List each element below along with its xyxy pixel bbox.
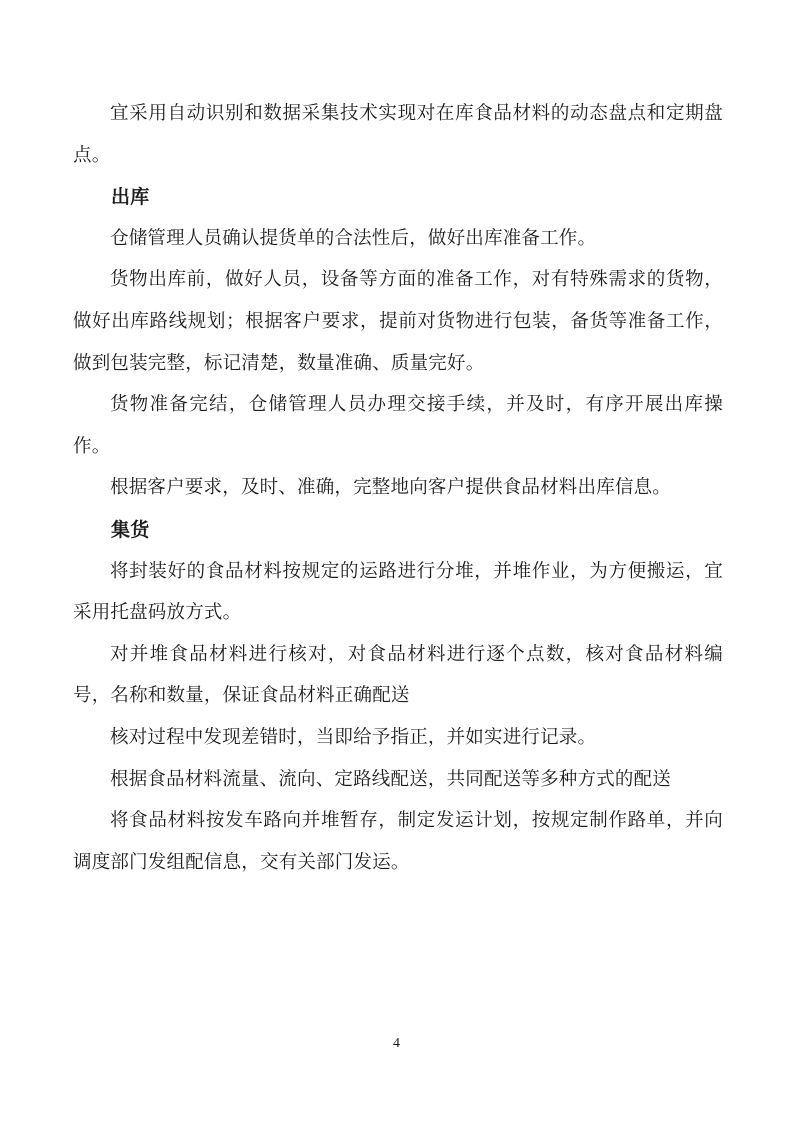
section-heading-consolidation: 集货: [111, 519, 150, 541]
paragraph-error-correction: 核对过程中发现差错时，当即给予指正，并如实进行记录。: [110, 727, 597, 748]
paragraph-outbound-prep: 货物出库前，做好人员，设备等方面的准备工作，对有特殊需求的货物，做好出库路线规划；根据客户要求，提前对货物进行包装，备货等准备工作，做到包装完整，标记清楚，数量准确、质量完好。: [73, 270, 723, 374]
paragraph-pickup-check: 仓储管理人员确认提货单的合法性后，做好出库准备工作。: [110, 228, 597, 249]
paragraph-delivery-modes: 根据食品材料流量、流向、定路线配送，共同配送等多种方式的配送: [110, 769, 672, 790]
document-body: [73, 94, 723, 884]
section-heading-outbound: 出库: [111, 187, 150, 209]
page-number: 4: [393, 1036, 400, 1051]
paragraph-inventory-counting: 宜采用自动识别和数据采集技术实现对在库食品材料的动态盘点和定期盘点。: [73, 104, 723, 166]
page-footer: [0, 1034, 793, 1054]
paragraph-dispatch-plan: 将食品材料按发车路向并堆暂存，制定发运计划，按规定制作路单，并向调度部门发组配信息，交有关部门发运。: [73, 811, 723, 873]
paragraph-handover: 货物准备完结，仓储管理人员办理交接手续，并及时，有序开展出库操作。: [73, 395, 723, 457]
paragraph-outbound-info: 根据客户要求，及时、准确，完整地向客户提供食品材料出库信息。: [110, 478, 672, 499]
paragraph-stacking: 将封装好的食品材料按规定的运路进行分堆，并堆作业，为方便搬运，宜采用托盘码放方式。: [73, 561, 723, 624]
paragraph-verification: 对并堆食品材料进行核对，对食品材料进行逐个点数，核对食品材料编号，名称和数量，保证食品材料正确配送: [73, 644, 723, 707]
